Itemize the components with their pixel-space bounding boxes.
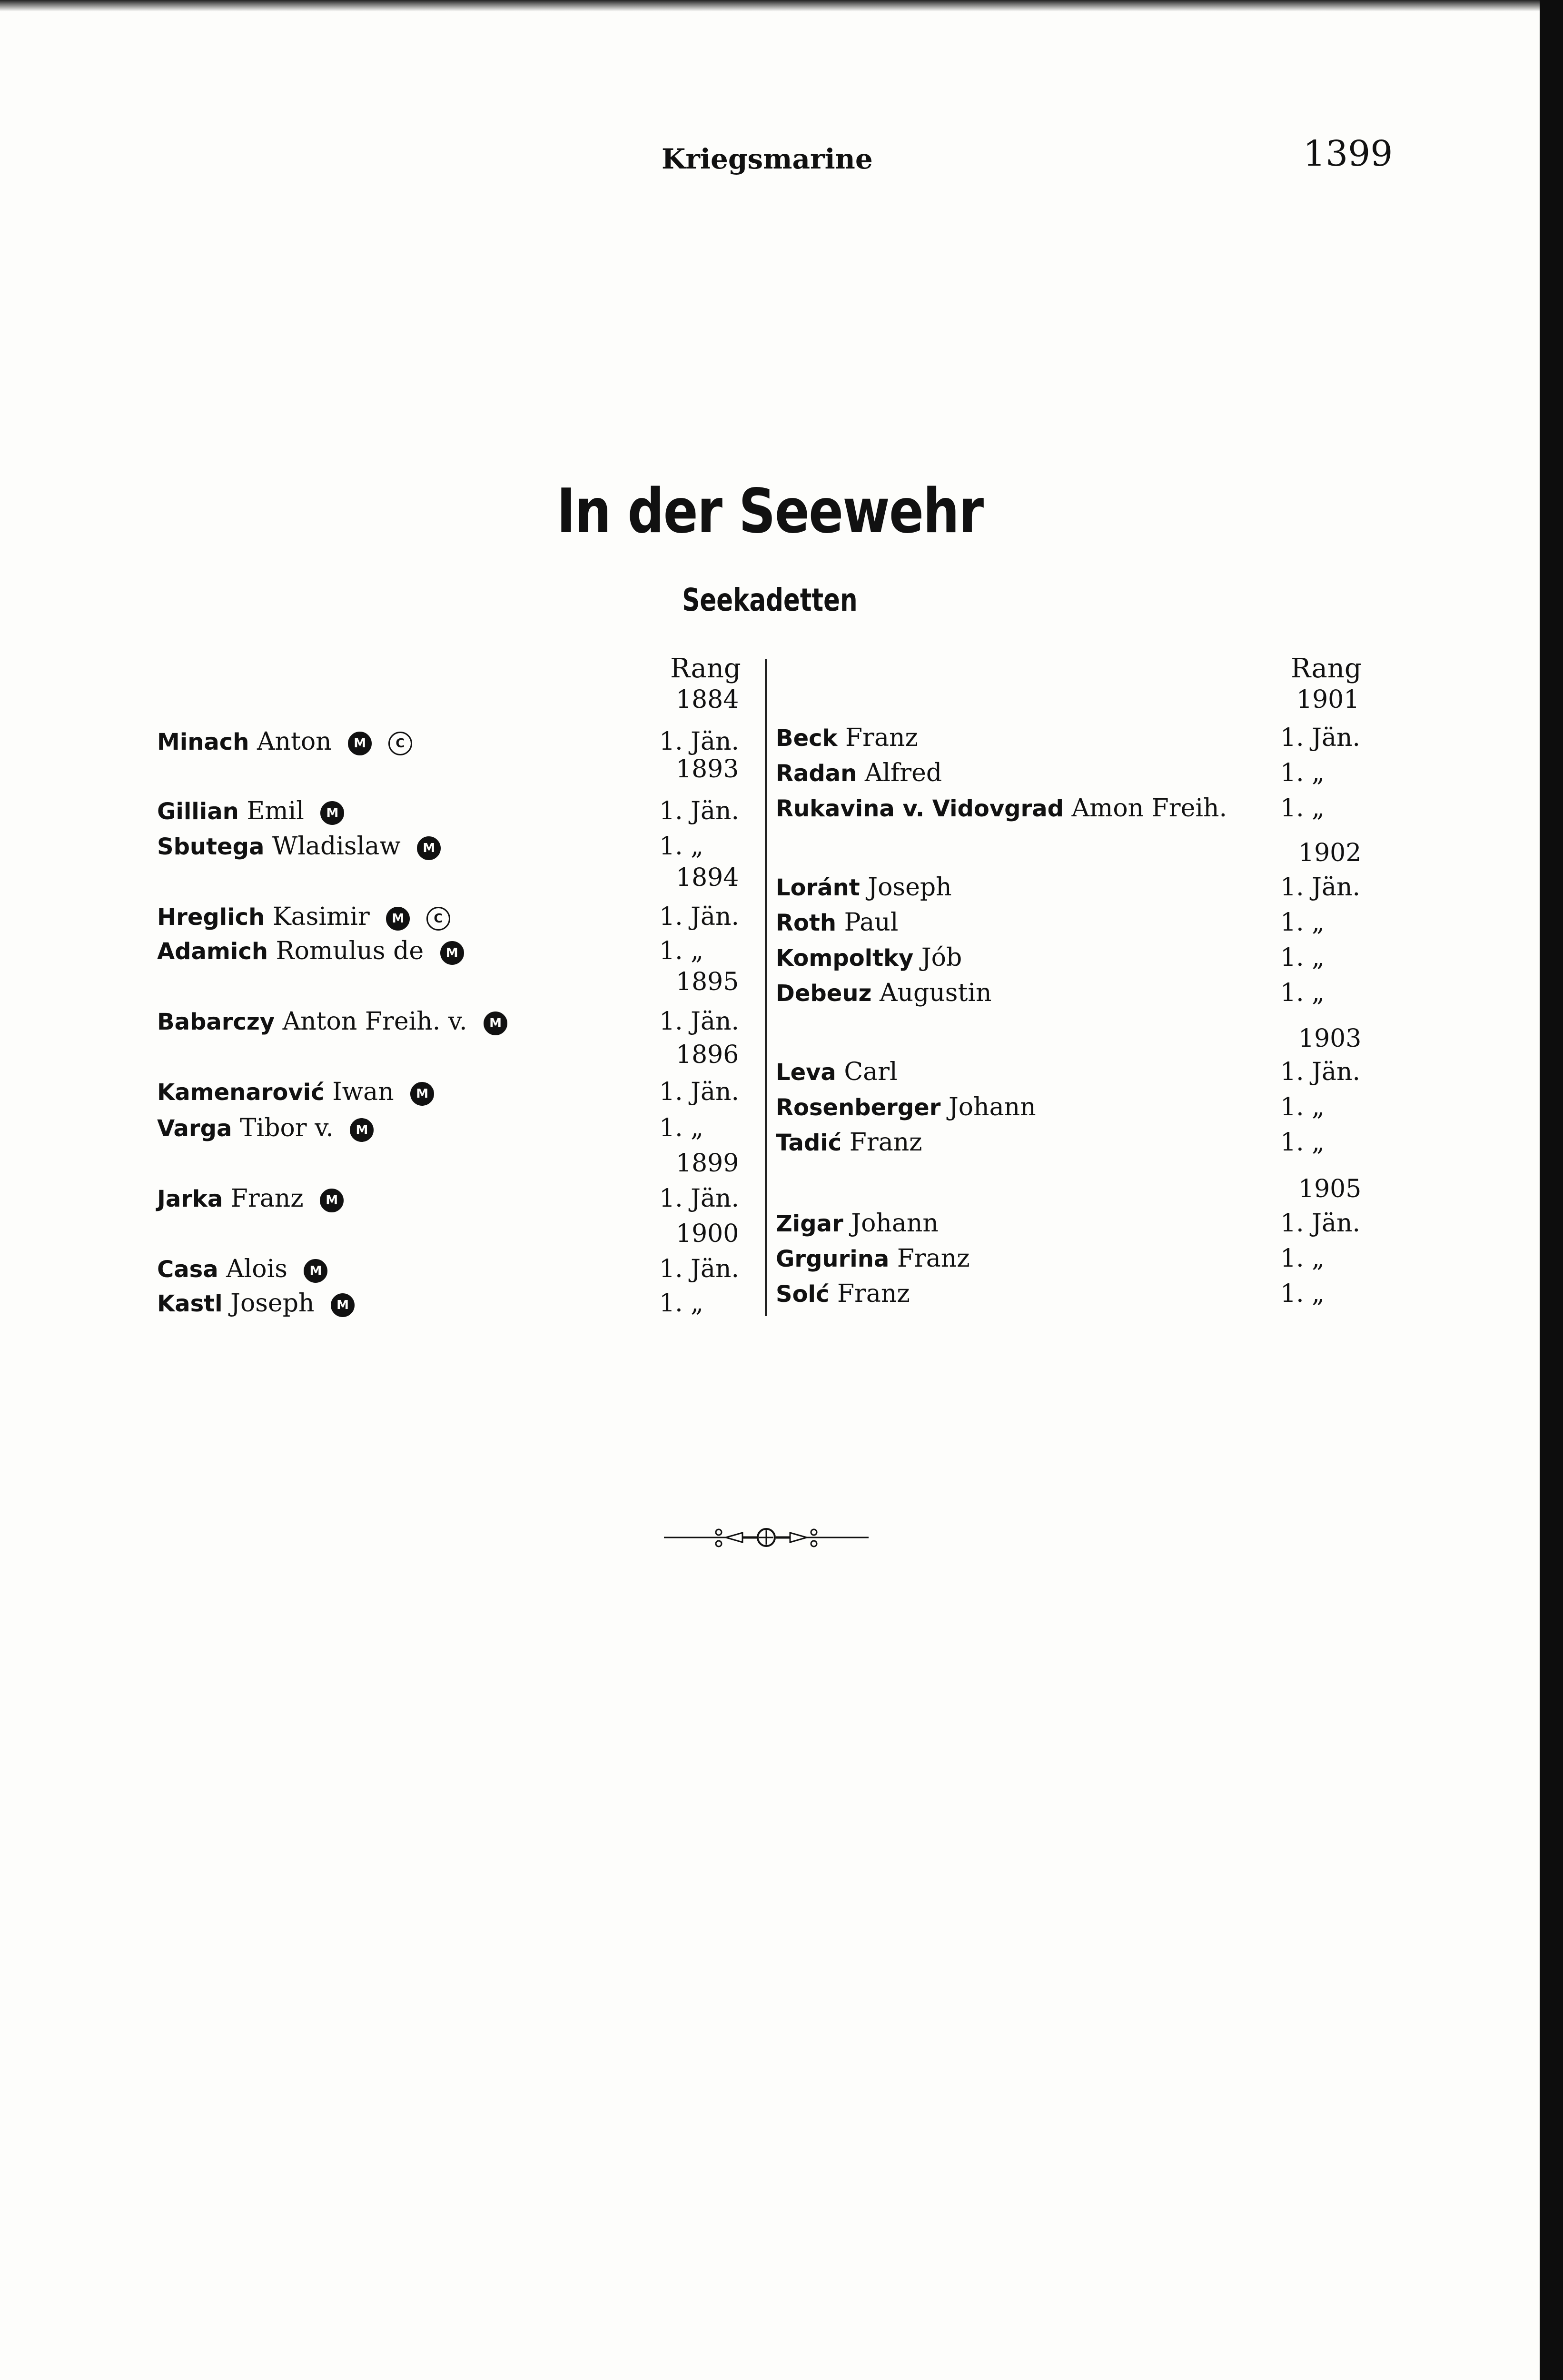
list-item [157,797,344,825]
entry-date: 1. Jän. [659,902,740,931]
left-year-1884: 1884 [676,685,739,714]
c-badge-icon: C [426,907,450,931]
entry-given: Alfred [864,759,942,787]
entry-date: 1. Jän. [659,727,740,756]
list-item [776,1244,970,1273]
list-item [776,979,991,1007]
entry-given: Franz [837,1279,910,1308]
entry-surname: Tadić [776,1130,842,1156]
entry-surname: Roth [776,910,837,936]
entry-date: 1. „ [659,937,704,965]
list-item [157,832,441,861]
entry-given: Johann [948,1093,1036,1121]
entry-given: Franz [845,724,918,752]
list-item [157,1255,327,1283]
entry-given: Franz [849,1128,922,1157]
entry-given: Emil [247,797,304,825]
entry-given: Anton Freih. v. [282,1007,467,1036]
entry-surname: Rukavina v. Vidovgrad [776,795,1064,822]
list-item [776,908,898,937]
entry-date: 1. Jän. [659,1255,740,1283]
marine-badge-icon: M [331,1293,355,1317]
entry-surname: Sbutega [157,833,265,860]
entry-date: 1. Jän. [659,1184,740,1213]
page-number: 1399 [1303,133,1393,174]
entry-surname: Kamenarović [157,1079,325,1106]
entry-given: Amon Freih. [1071,794,1227,823]
entry-given: Romulus de [276,937,424,965]
entry-date: 1. „ [1280,979,1325,1007]
entry-date: 1. Jän. [1280,873,1361,902]
entry-surname: Varga [157,1115,232,1142]
list-item [157,727,412,756]
list-item [776,1093,1036,1121]
list-item [776,1128,922,1157]
entry-given: Tibor v. [239,1114,334,1142]
entry-surname: Babarczy [157,1009,275,1035]
entry-surname: Loránt [776,874,860,901]
marine-badge-icon: M [320,1189,344,1212]
entry-given: Franz [230,1184,304,1213]
left-year-1894: 1894 [676,863,739,892]
entry-given: Carl [844,1058,898,1086]
list-item [776,943,962,972]
right-year-1901: 1901 [1296,685,1360,714]
entry-surname: Hreglich [157,904,265,931]
entry-surname: Leva [776,1059,836,1086]
entry-date: 1. Jän. [1280,1058,1361,1086]
entry-date: 1. „ [1280,759,1325,787]
entry-surname: Minach [157,729,249,755]
entry-date: 1. Jän. [1280,1209,1361,1238]
marine-badge-icon: M [440,941,464,965]
entry-given: Franz [897,1244,970,1273]
marine-badge-icon: M [386,907,410,931]
list-item [776,1058,898,1086]
entry-surname: Kompoltky [776,945,914,972]
entry-date: 1. Jän. [659,797,740,825]
list-item [776,794,1227,823]
entry-surname: Zigar [776,1210,843,1237]
subsection-title: Seekadetten [682,582,858,618]
entry-given: Iwan [332,1078,394,1106]
list-item [157,1114,374,1142]
ornament-divider-icon [664,1526,869,1549]
list-item [157,1289,355,1318]
entry-surname: Debeuz [776,980,872,1007]
left-rang-label: Rang [670,653,741,684]
entry-surname: Solć [776,1281,830,1308]
entry-given: Augustin [879,979,992,1007]
entry-given: Joseph [868,873,952,902]
entry-given: Alois [226,1255,287,1283]
list-item [776,1209,939,1238]
entry-date: 1. „ [1280,1279,1325,1308]
list-item [157,1007,507,1036]
entry-date: 1. „ [1280,1093,1325,1121]
marine-badge-icon: M [417,836,441,860]
left-year-1899: 1899 [676,1149,739,1178]
entry-surname: Radan [776,760,857,787]
entry-given: Anton [257,727,332,756]
entry-date: 1. „ [659,1289,704,1318]
list-item [157,1184,344,1213]
page-top-shadow [0,0,1540,11]
entry-surname: Gillian [157,798,239,825]
left-year-1893: 1893 [676,755,739,783]
list-item [157,902,450,931]
left-year-1900: 1900 [676,1220,739,1248]
left-year-1896: 1896 [676,1041,739,1069]
entry-surname: Kastl [157,1290,223,1317]
left-year-1895: 1895 [676,968,739,996]
marine-badge-icon: M [484,1012,507,1035]
entry-surname: Jarka [157,1186,223,1212]
entry-given: Paul [844,908,899,937]
right-year-1905: 1905 [1298,1175,1362,1203]
entry-given: Joseph [230,1289,315,1318]
list-item [157,1078,434,1106]
column-divider [765,659,767,1316]
marine-badge-icon: M [350,1118,374,1142]
entry-given: Jób [921,943,962,972]
entry-date: 1. „ [1280,794,1325,823]
list-item [776,759,942,787]
list-item [157,937,464,965]
section-title: In der Seewehr [556,476,983,547]
entry-date: 1. „ [659,832,704,861]
entry-date: 1. Jän. [1280,724,1361,752]
right-year-1902: 1902 [1298,839,1362,867]
entry-date: 1. „ [1280,1244,1325,1273]
right-rang-label: Rang [1291,653,1362,684]
marine-badge-icon: M [348,732,372,755]
right-year-1903: 1903 [1298,1024,1362,1053]
list-item [776,873,952,902]
marine-badge-icon: M [304,1259,327,1283]
list-item [776,724,918,752]
page-right-edge [1540,0,1563,2380]
entry-date: 1. „ [659,1114,704,1142]
c-badge-icon: C [388,732,412,755]
entry-surname: Adamich [157,938,268,965]
entry-surname: Casa [157,1256,218,1283]
list-item [776,1279,910,1308]
entry-surname: Beck [776,725,838,752]
running-header-title: Kriegsmarine [662,143,873,175]
marine-badge-icon: M [410,1082,434,1106]
entry-surname: Rosenberger [776,1094,941,1121]
entry-surname: Grgurina [776,1246,890,1272]
entry-date: 1. „ [1280,943,1325,972]
entry-date: 1. „ [1280,908,1325,937]
entry-given: Johann [851,1209,939,1238]
entry-date: 1. Jän. [659,1007,740,1036]
entry-date: 1. „ [1280,1128,1325,1157]
entry-date: 1. Jän. [659,1078,740,1106]
entry-given: Kasimir [272,902,370,931]
entry-given: Wladislaw [272,832,401,861]
marine-badge-icon: M [320,801,344,825]
